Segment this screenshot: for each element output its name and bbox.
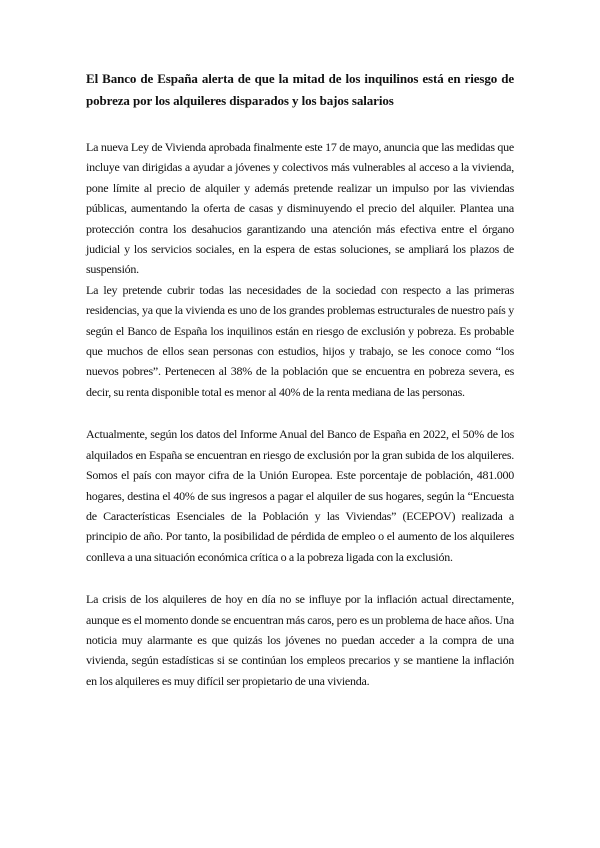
paragraph-new-housing-law: La nueva Ley de Vivienda aprobada finalmente este 17 de mayo, anuncia que las medidas que incluye van dirigidas a ayudar a jóvenes y colectivos más vulnerables al acceso a la vivienda, pone límite al precio de alquiler y además pretende realizar un impulso por las viviendas públicas, aumentando la oferta de casas y disminuyendo el precio del alquiler. Plantea una protección contra los desahucios garantizando una atención más efectiva entre el órgano judicial y los servicios sociales, en la espera de estas soluciones, se ampliará los plazos de suspensión. (86, 140, 514, 277)
paragraph-rental-crisis: La crisis de los alquileres de hoy en día no se influye por la inflación actual directamente, aunque es el momento donde se encuentran más caros, pero es un problema de hace años. Una noticia muy alarmante es que quizás los jóvenes no puedan acceder a la compra de una vivienda, según estadísticas si se continúan los empleos precarios y se mantiene la inflación en los alquileres es muy difícil ser propietario de una vivienda. (86, 592, 514, 688)
article-title: El Banco de España alerta de que la mitad de los inquilinos está en riesgo de pobreza por los alquileres disparados y los bajos salarios (86, 71, 514, 108)
article-body (86, 68, 514, 691)
paragraph-annual-report: Actualmente, según los datos del Informe Anual del Banco de España en 2022, el 50% de los alquilados en España se encuentran en riesgo de exclusión por la gran subida de los alquileres. Somos el país con mayor cifra de la Unión Europea. Este porcentaje de población, 481.000 hogares, destina el 40% de sus ingresos a pagar el alquiler de sus hogares, según la “Encuesta de Características Esenciales de la Población y las Viviendas” (ECEPOV) realizada a principio de año. Por tanto, la posibilidad de pérdida de empleo o el aumento de los alquileres conlleva a una situación económica crítica o a la pobreza ligada con la exclusión. (86, 427, 514, 564)
paragraph-spacer (86, 567, 514, 589)
paragraph-spacer (86, 402, 514, 424)
paragraph-law-aims: La ley pretende cubrir todas las necesidades de la sociedad con respecto a las primeras residencias, ya que la vivienda es uno de los grandes problemas estructurales de nuestro país y según el Banco de España los inquilinos están en riesgo de exclusión y pobreza. Es probable que muchos de ellos sean personas con estudios, hijos y trabajo, se les conoce como “los nuevos pobres”. Pertenecen al 38% de la población que se encuentra en pobreza severa, es decir, su renta disponible total es menor al 40% de la renta mediana de las personas. (86, 282, 514, 399)
